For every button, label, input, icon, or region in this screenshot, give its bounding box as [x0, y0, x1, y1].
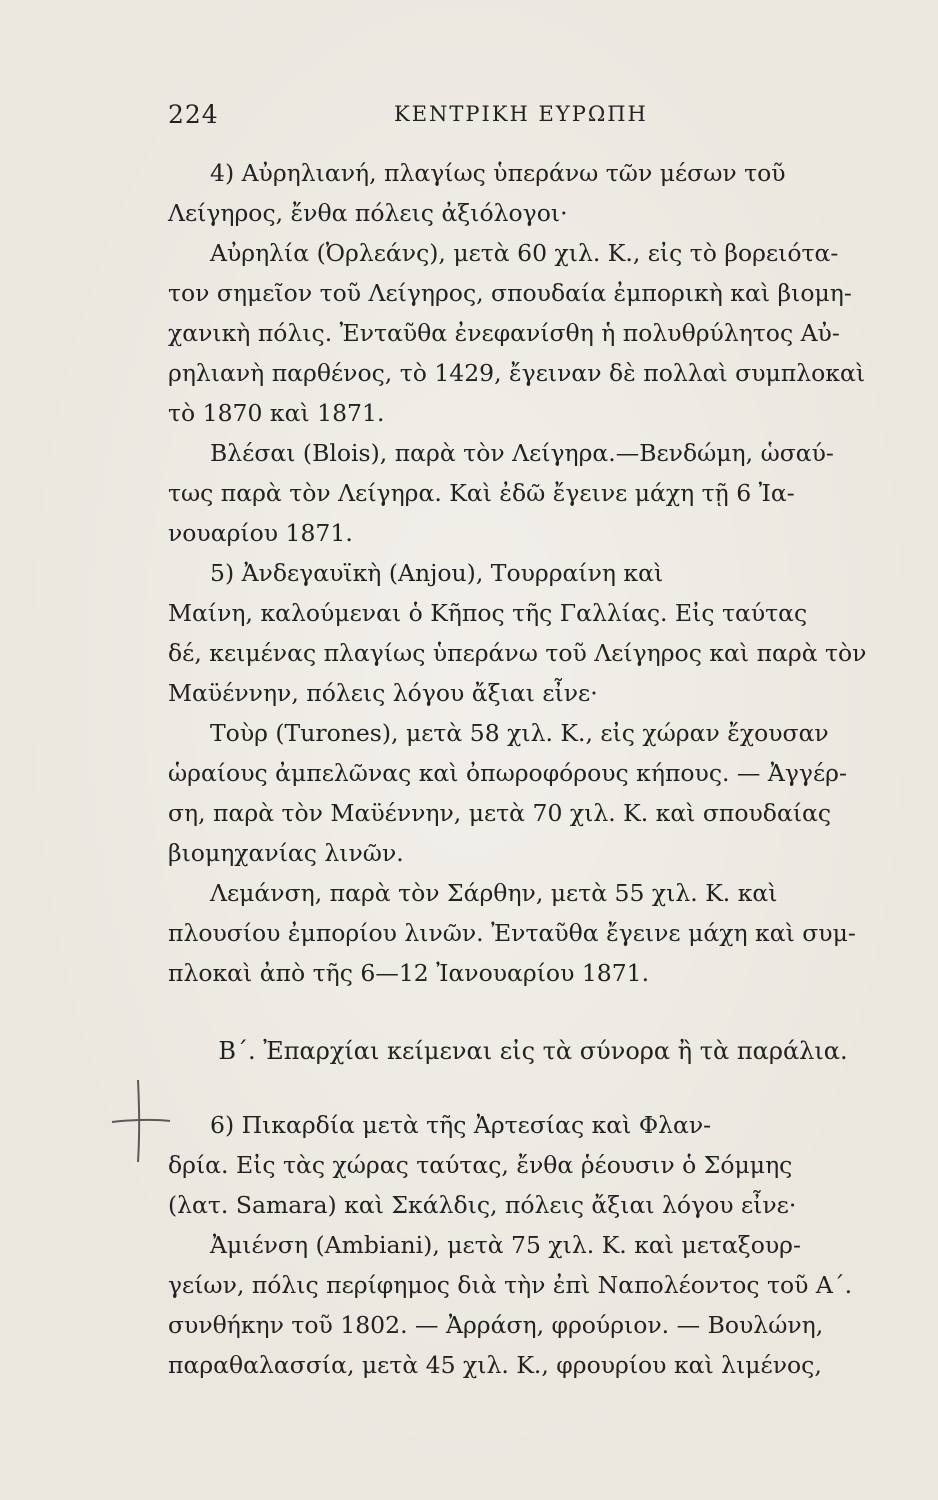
text-line: ση, παρὰ τὸν Μαϋέννην, μετὰ 70 χιλ. Κ. καὶ σπουδαίας: [168, 799, 832, 827]
text-line: Λεμάνση, παρὰ τὸν Σάρθην, μετὰ 55 χιλ. Κ. καὶ: [210, 879, 778, 907]
text-line: Αὐρηλία (Ὀρλεάνς), μετὰ 60 χιλ. Κ., εἰς τὸ βορειότα-: [210, 239, 839, 267]
text-line: ρηλιανὴ παρθένος, τὸ 1429, ἔγειναν δὲ πολλαὶ συμπλοκαὶ: [168, 359, 866, 387]
text-line: Ἀμιένση (Ambiani), μετὰ 75 χιλ. Κ. καὶ μεταξουρ-: [210, 1231, 801, 1259]
text-line: χανικὴ πόλις. Ἐνταῦθα ἐνεφανίσθη ἡ πολυθρύλητος Αὐ-: [168, 319, 840, 347]
text-line: τως παρὰ τὸν Λείγηρα. Καὶ ἐδῶ ἔγεινε μάχη τῇ 6 Ἰα-: [168, 479, 795, 507]
text-line: νουαρίου 1871.: [168, 519, 353, 547]
text-line: πλουσίου ἐμπορίου λινῶν. Ἐνταῦθα ἔγεινε μάχη καὶ συμ-: [168, 919, 856, 947]
page-header: [168, 100, 688, 140]
text-line: Τοὺρ (Turones), μετὰ 58 χιλ. Κ., εἰς χώραν ἔχουσαν: [210, 719, 829, 747]
text-line: δρία. Εἰς τὰς χώρας ταύτας, ἔνθα ῥέουσιν ὁ Σόμμης: [168, 1151, 793, 1179]
text-line: γείων, πόλις περίφημος διὰ τὴν ἐπὶ Ναπολέοντος τοῦ Α΄.: [168, 1271, 853, 1299]
handwritten-cross-mark: [108, 1078, 172, 1164]
text-line: 6) Πικαρδία μετὰ τῆς Ἀρτεσίας καὶ Φλαν-: [210, 1111, 712, 1139]
text-line: δέ, κειμένας πλαγίως ὑπεράνω τοῦ Λείγηρος καὶ παρὰ τὸν: [168, 639, 867, 667]
text-line: τὸ 1870 καὶ 1871.: [168, 399, 385, 427]
text-line: Λείγηρος, ἔνθα πόλεις ἀξιόλογοι·: [168, 199, 568, 227]
text-line: παραθαλασσία, μετὰ 45 χιλ. Κ., φρουρίου καὶ λιμένος,: [168, 1351, 822, 1379]
text-line: βιομηχανίας λινῶν.: [168, 839, 404, 867]
text-line: Μαϋέννην, πόλεις λόγου ἄξιαι εἶνε·: [168, 679, 598, 707]
running-title: ΚΕΝΤΡΙΚΗ ΕΥΡΩΠΗ: [394, 102, 648, 126]
text-line: Βλέσαι (Blois), παρὰ τὸν Λείγηρα.—Βενδώμη, ὡσαύ-: [210, 439, 834, 467]
text-line: ὡραίους ἀμπελῶνας καὶ ὀπωροφόρους κήπους. — Ἀγγέρ-: [168, 759, 847, 787]
text-line: συνθήκην τοῦ 1802. — Ἀρράση, φρούριον. — Βουλώνη,: [168, 1311, 824, 1339]
page-number: 224: [168, 100, 219, 129]
section-heading: Β΄. Ἐπαρχίαι κείμεναι εἰς τὰ σύνορα ἢ τὰ παράλια.: [218, 1037, 848, 1065]
text-line: 4) Αὐρηλιανή, πλαγίως ὑπεράνω τῶν μέσων τοῦ: [210, 159, 786, 187]
text-line: (λατ. Samara) καὶ Σκάλδις, πόλεις ἄξιαι λόγου εἶνε·: [168, 1191, 797, 1219]
text-line: πλοκαὶ ἀπὸ τῆς 6—12 Ἰανουαρίου 1871.: [168, 959, 650, 987]
text-line: τον σημεῖον τοῦ Λείγηρος, σπουδαία ἐμπορικὴ καὶ βιομη-: [168, 279, 852, 307]
text-line: Μαίνη, καλούμεναι ὁ Κῆπος τῆς Γαλλίας. Εἰς ταύτας: [168, 599, 808, 627]
text-line: 5) Ἀνδεγαυϊκὴ (Anjou), Τουρραίνη καὶ: [210, 559, 664, 587]
